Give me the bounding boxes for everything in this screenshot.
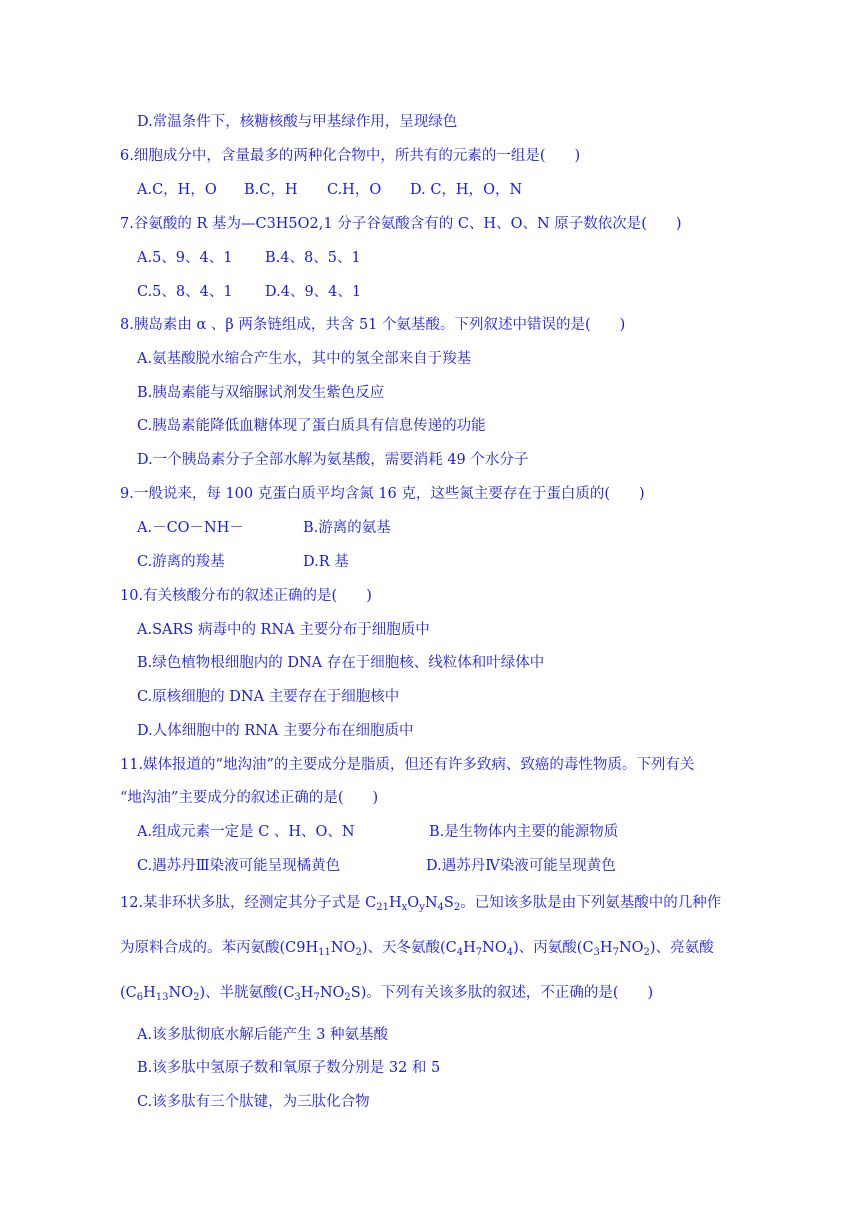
q7-option-b: B.4、8、5、1 (265, 250, 361, 266)
q7-option-d: D.4、9、4、1 (265, 284, 362, 300)
q9-option-b: B.游离的氨基 (303, 520, 391, 536)
question-9: 9.一般说来，每 100 克蛋白质平均含氮 16 克，这些氮主要存在于蛋白质的( ) (120, 486, 645, 502)
q11-option-d: D.遇苏丹Ⅳ染液可能呈现黄色 (426, 858, 616, 874)
question-11: 11.媒体报道的“地沟油”的主要成分是脂质，但还有许多致病、致癌的毒性物质。下列有关 (120, 757, 695, 773)
q7-option-c: C.5、8、4、1 (137, 284, 233, 300)
q12-option-c: C.该多肽有三个肽键，为三肽化合物 (137, 1094, 370, 1110)
q10-option-d: D.人体细胞中的 RNA 主要分布在细胞质中 (137, 723, 414, 739)
q9-option-a: A.－CO－NH－ (137, 520, 244, 536)
q8-option-a: A.氨基酸脱水缩合产生水，其中的氢全部来自于羧基 (137, 351, 472, 367)
q11-option-b: B.是生物体内主要的能源物质 (429, 824, 619, 840)
question-6: 6.细胞成分中，含量最多的两种化合物中，所共有的元素的一组是( ) (120, 148, 581, 164)
question-8: 8.胰岛素由 α 、β 两条链组成，共含 51 个氨基酸。下列叙述中错误的是( ) (120, 317, 626, 333)
q8-option-b: B.胰岛素能与双缩脲试剂发生紫色反应 (137, 385, 385, 401)
q5-option-d: D.常温条件下，核糖核酸与甲基绿作用，呈现绿色 (137, 114, 458, 130)
q8-option-d: D.一个胰岛素分子全部水解为氨基酸，需要消耗 49 个水分子 (137, 452, 529, 468)
q9-option-d: D.R 基 (303, 554, 349, 570)
question-10: 10.有关核酸分布的叙述正确的是( ) (120, 588, 372, 604)
question-12: 12.某非环状多肽，经测定其分子式是 $C_{21}H_xO_yN_4S_2$。已知该多肽是由下列氨基酸中的几种作 (120, 895, 722, 913)
q12-option-a: A.该多肽彻底水解后能产生 3 种氨基酸 (137, 1027, 389, 1043)
q11-option-a: A.组成元素一定是 C 、H、O、N (137, 824, 355, 840)
q8-option-c: C.胰岛素能降低血糖体现了蛋白质具有信息传递的功能 (137, 418, 486, 434)
q6-option-a: A.C，H，O (137, 182, 217, 198)
q6-option-d: D. C，H，O，N (410, 182, 523, 198)
q10-option-a: A.SARS 病毒中的 RNA 主要分布于细胞质中 (137, 622, 430, 638)
q11-option-c: C.遇苏丹Ⅲ染液可能呈现橘黄色 (137, 858, 341, 874)
q12-option-b: B.该多肽中氢原子数和氧原子数分别是 32 和 5 (137, 1060, 441, 1076)
question-7: 7.谷氨酸的 R 基为—C3H5O2,1 分子谷氨酸含有的 C、H、O、N 原子数依次是( ) (120, 216, 682, 232)
q10-option-b: B.绿色植物根细胞内的 DNA 存在于细胞核、线粒体和叶绿体中 (137, 655, 545, 671)
q6-option-c: C.H，O (327, 182, 382, 198)
question-11-cont: “地沟油”主要成分的叙述正确的是( ) (120, 790, 379, 806)
question-12-line3: $(C_6H_{13}NO_2)$、半胱氨酸$(C_3H_7NO_2S)$。下列有关该多肽的叙述，不正确的是( ) (120, 985, 654, 1003)
q6-option-b: B.C，H (244, 182, 298, 198)
q9-option-c: C.游离的羧基 (137, 554, 225, 570)
q7-option-a: A.5、9、4、1 (137, 250, 233, 266)
q10-option-c: C.原核细胞的 DNA 主要存在于细胞核中 (137, 689, 400, 705)
question-12-line2: 为原料合成的。苯丙氨酸$(C9H_{11}NO_2)$、天冬氨酸$(C_4H_7NO_4)$、丙氨酸$(C_3H_7NO_2)$、亮氨酸 (120, 940, 714, 958)
